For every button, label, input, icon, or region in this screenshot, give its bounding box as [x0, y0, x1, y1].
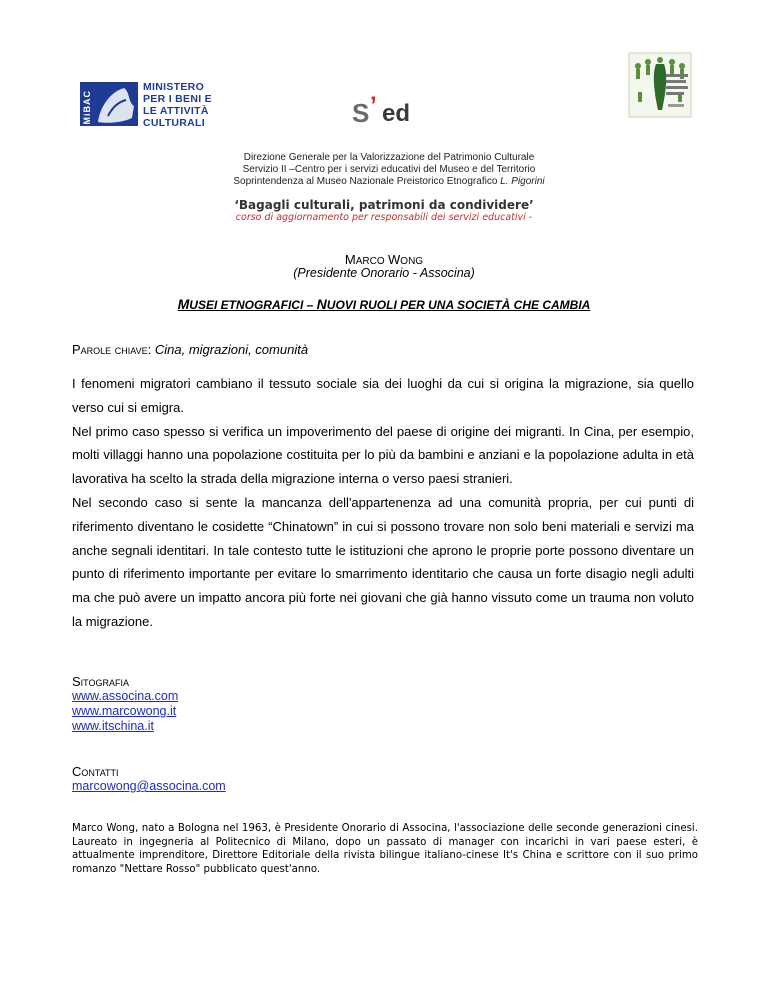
sed-apostrophe-icon: ’ — [370, 92, 377, 119]
author-name: MARCO WONG — [344, 252, 424, 267]
page-title: MUSEI ETNOGRAFICI – NUOVI RUOLI PER UNA SOCIETÀ CHE CAMBIA — [177, 296, 591, 312]
mibac-line: PER I BENI E — [143, 93, 212, 105]
mibac-line: LE ATTIVITÀ — [143, 105, 209, 117]
link-associna[interactable]: www.associna.com — [72, 689, 179, 703]
sed-logo — [352, 92, 426, 128]
mibac-name — [143, 81, 212, 129]
keywords-label: Parole chiave: — [72, 342, 152, 357]
course-title: ‘Bagagli culturali, patrimoni da condividere’ — [234, 198, 534, 212]
pigorini-name: L. Pigorini — [500, 176, 545, 187]
keywords-value: Cina, migrazioni, comunità — [154, 342, 309, 357]
mibac-line: MINISTERO — [143, 81, 205, 93]
sed-ed: ed — [382, 100, 411, 127]
course-subtitle: corso di aggiornamento per responsabili dei servizi educativi - — [235, 212, 533, 223]
header-line-direzione: Direzione Generale per la Valorizzazione del Patrimonio Culturale — [243, 152, 535, 163]
keywords — [72, 342, 308, 357]
museum-pigorini-logo-icon — [628, 52, 692, 118]
sitografia-label: Sitografia — [72, 674, 130, 689]
paragraph: Nel secondo caso si sente la mancanza dell'appartenenza ad una comunità propria, per cui punti di riferimento diventano le cosidette “Chinatown” in cui si possono trovare non solo beni materiali e servizi ma anche segnali identitari. In tale contesto tutte le istituzioni che aprono le proprie porte possono diventare un punto di riferimento importante per evitare lo smarrimento identitario che causa un forte disagio negli adulti ma che può avere un impatto ancora più forte nei giovani che già hanno vissuto come un trauma non voluto la migrazione. — [72, 494, 694, 629]
mibac-logo — [80, 78, 220, 130]
sitografia-section — [72, 674, 178, 734]
email-link[interactable]: marcowong@associna.com — [72, 779, 226, 793]
mibac-letters: MiBAC — [82, 90, 92, 125]
contatti-section — [72, 764, 226, 794]
sed-s: S — [352, 98, 370, 128]
body-text — [72, 372, 694, 634]
mibac-emblem-icon — [80, 82, 138, 126]
header-line-soprintendenza — [5, 176, 768, 188]
soprintendenza-text: Soprintendenza al Museo Nazionale Preistorico Etnografico — [233, 176, 498, 187]
link-marcowong[interactable]: www.marcowong.it — [72, 704, 177, 718]
mibac-line: CULTURALI — [143, 117, 205, 129]
paragraph: I fenomeni migratori cambiano il tessuto sociale sia dei luoghi da cui si origina la migrazione, sia quello verso cui si emigra. — [72, 376, 694, 415]
link-itschina[interactable]: www.itschina.it — [72, 719, 154, 733]
author-role: (Presidente Onorario - Associna) — [293, 266, 475, 280]
paragraph: Nel primo caso spesso si verifica un impoverimento del paese di origine dei migranti. In Cina, per esempio, molti villaggi hanno una popolazione costituita per lo più da bambini e anziani e la popolazione adulta in età lavorativa ha scelto la strada della migrazione interna o verso paesi stranieri. — [72, 423, 694, 487]
header-line-servizio: Servizio II –Centro per i servizi educativi del Museo e del Territorio — [242, 164, 536, 175]
contatti-label: Contatti — [72, 764, 119, 779]
author-bio: Marco Wong, nato a Bologna nel 1963, è Presidente Onorario di Associna, l'associazione delle seconde generazioni cinesi. Laureato in ingegneria al Politecnico di Milano, dopo un passato di manager con incarichi in vari paese esteri, è attualmente imprenditore, Direttore Editoriale della rivista bilingue italiano-cinese It's China e scrittore con il suo primo romanzo "Nettare Rosso" pubblicato quest'anno. — [72, 823, 698, 875]
